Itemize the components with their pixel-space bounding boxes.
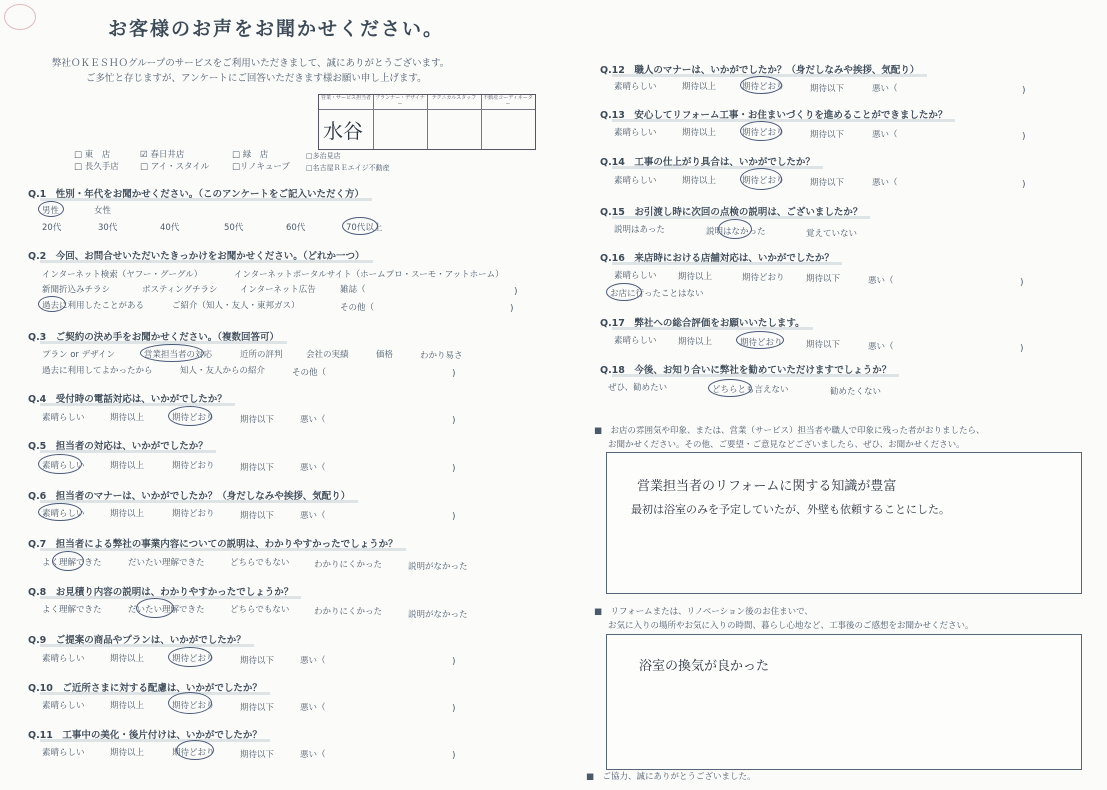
q5-opt-above[interactable]: 期待以上	[110, 461, 145, 471]
q6-opt-above[interactable]: 期待以上	[110, 509, 145, 519]
q1-age-30s[interactable]: 30代	[98, 223, 118, 233]
q2-other-close: )	[510, 304, 514, 314]
q17-opt-bad[interactable]: 悪い（	[868, 342, 894, 352]
q16-opt-above[interactable]: 期待以上	[678, 272, 713, 282]
q11-opt-above[interactable]: 期待以上	[110, 748, 145, 758]
q17-opt-expected[interactable]: 期待どおり	[740, 338, 783, 348]
q2-opt-posting[interactable]: ポスティングチラシ	[142, 285, 218, 295]
q3-opt-friend-referral[interactable]: 知人・友人からの紹介	[180, 366, 266, 376]
q16-heading: Q.16 来店時における店舗対応は、いかがでしたか？	[600, 250, 834, 264]
q4-opt-below[interactable]: 期待以下	[240, 415, 275, 425]
q3-other-close: )	[452, 369, 456, 379]
q14-close: )	[1022, 180, 1026, 190]
q3-opt-price[interactable]: 価格	[376, 350, 394, 360]
staff-header-technical: テクニカルスタッフ	[431, 95, 477, 101]
q8-heading: Q.8 お見積り内容の説明は、わかりやすかったでしょうか？	[28, 584, 293, 598]
q5-opt-bad[interactable]: 悪い（	[300, 463, 326, 473]
q13-heading: Q.13 安心してリフォーム工事・お住まいづくりを進めることができましたか？	[600, 107, 947, 121]
q11-heading: Q.11 工事中の美化・後片付けは、いかがでしたか？	[28, 727, 262, 741]
q15-opt-explained[interactable]: 説明はあった	[614, 225, 665, 235]
q9-opt-above[interactable]: 期待以上	[110, 654, 145, 664]
q14-opt-expected[interactable]: 期待どおり	[742, 176, 785, 186]
staff-header-sales: 営業・サービス担当者	[320, 95, 371, 101]
q3-opt-clarity[interactable]: わかり易さ	[420, 351, 463, 361]
comment2-prompt-line1: ■ リフォームまたは、リノベーション後のお住まいで、	[594, 607, 813, 617]
q6-heading: Q.6 担当者のマナーは、いかがでしたか？（身だしなみや挨拶、気配り）	[28, 488, 350, 502]
q5-heading: Q.5 担当者の対応は、いかがでしたか？	[28, 438, 208, 452]
q8-opt-understood-well[interactable]: よく理解できた	[42, 605, 102, 615]
q9-close: )	[452, 657, 456, 667]
q5-close: )	[452, 464, 456, 474]
comment1-prompt-line1: ■ お店の雰囲気や印象、または、営業（サービス）担当者や職人で印象に残った者がおりましたら、	[594, 426, 985, 436]
q14-opt-below[interactable]: 期待以下	[810, 178, 845, 188]
q14-opt-above[interactable]: 期待以上	[682, 176, 717, 186]
store-i-style[interactable]: □ アイ・スタイル	[140, 162, 210, 172]
q2-opt-referral[interactable]: ご紹介（知人・友人・東邦ガス）	[172, 301, 300, 311]
comment1-prompt-line2: お聞かせください。その他、ご要望・ご意見などございましたら、ぜひ、お聞かせください。	[608, 440, 965, 450]
q11-opt-bad[interactable]: 悪い（	[300, 750, 326, 760]
store-midori[interactable]: □ 緑 店	[232, 150, 269, 160]
q13-close: )	[1022, 132, 1026, 142]
q13-opt-bad[interactable]: 悪い（	[872, 130, 898, 140]
q4-opt-expected[interactable]: 期待どおり	[172, 413, 215, 423]
q9-opt-excellent[interactable]: 素晴らしい	[42, 654, 85, 664]
q10-opt-below[interactable]: 期待以下	[240, 703, 275, 713]
q8-opt-neutral[interactable]: どちらでもない	[230, 605, 290, 615]
q12-opt-below[interactable]: 期待以下	[810, 84, 845, 94]
q16-close: )	[1020, 278, 1024, 288]
q11-opt-below[interactable]: 期待以下	[240, 750, 275, 760]
q18-opt-not-recommend[interactable]: 勧めたくない	[830, 387, 882, 397]
q16-opt-below[interactable]: 期待以下	[806, 274, 841, 284]
q9-opt-expected[interactable]: 期待どおり	[172, 654, 215, 664]
q13-opt-above[interactable]: 期待以上	[682, 128, 717, 138]
q9-opt-bad[interactable]: 悪い（	[300, 656, 326, 666]
q10-opt-bad[interactable]: 悪い（	[300, 703, 326, 713]
q5-opt-excellent[interactable]: 素晴らしい	[42, 461, 85, 471]
q10-close: )	[452, 704, 456, 714]
q3-opt-reputation[interactable]: 近所の評判	[240, 350, 283, 360]
q15-opt-not-explained[interactable]: 説明はなかった	[706, 227, 766, 237]
q18-heading: Q.18 今後、お知り合いに弊社を勧めていただけますでしょうか？	[600, 362, 891, 376]
q1-heading: Q.1 性別・年代をお聞かせください。（このアンケートをご記入いただく方）	[28, 186, 364, 200]
comment1-answer-line2: 最初は浴室のみを予定していたが、外壁も依頼することにした。	[631, 503, 950, 516]
q11-opt-expected[interactable]: 期待どおり	[172, 748, 215, 758]
q1-age-70s-plus[interactable]: 70代以上	[346, 223, 383, 233]
q7-opt-understood-well[interactable]: よく理解できた	[42, 558, 102, 568]
comment2-box[interactable]	[606, 634, 1082, 770]
q5-opt-expected[interactable]: 期待どおり	[172, 461, 215, 471]
q17-opt-excellent[interactable]: 素晴らしい	[614, 336, 657, 346]
q13-opt-expected[interactable]: 期待どおり	[742, 128, 785, 138]
q2-opt-magazine[interactable]: 雑誌（	[340, 285, 366, 295]
q16-opt-expected[interactable]: 期待どおり	[742, 273, 785, 283]
q10-heading: Q.10 ご近所さまに対する配慮は、いかがでしたか？	[28, 680, 262, 694]
staff-header-realestate: 不動産コーディネーター	[483, 95, 533, 107]
q4-opt-excellent[interactable]: 素晴らしい	[42, 413, 85, 423]
q7-opt-mostly[interactable]: だいたい理解できた	[128, 558, 205, 568]
q4-heading: Q.4 受付時の電話対応は、いかがでしたか？	[28, 391, 227, 405]
q4-opt-above[interactable]: 期待以上	[110, 413, 145, 423]
footer-thanks: ■ ご協力、誠にありがとうございました。	[586, 772, 756, 782]
q2-opt-internet-search[interactable]: インターネット検索（ヤフー・グーグル）	[42, 270, 203, 280]
q17-opt-below[interactable]: 期待以下	[806, 340, 841, 350]
sales-person-name: 水谷	[323, 119, 363, 143]
q12-opt-above[interactable]: 期待以上	[682, 82, 717, 92]
q14-opt-excellent[interactable]: 素晴らしい	[614, 176, 657, 186]
q11-close: )	[452, 751, 456, 761]
q7-opt-neutral[interactable]: どちらでもない	[230, 558, 290, 568]
q16-opt-never-visited[interactable]: お店に行ったことはない	[610, 289, 704, 299]
store-nagakute[interactable]: □ 長久手店	[74, 162, 119, 172]
q1-male[interactable]: 男性	[42, 206, 60, 216]
q10-opt-expected[interactable]: 期待どおり	[172, 701, 215, 711]
q14-opt-bad[interactable]: 悪い（	[872, 178, 898, 188]
q9-opt-below[interactable]: 期待以下	[240, 656, 275, 666]
comment1-answer-line1: 営業担当者のリフォームに関する知識が豊富	[637, 479, 897, 494]
q11-opt-excellent[interactable]: 素晴らしい	[42, 748, 85, 758]
page-title: お客様のお声をお聞かせください。	[108, 18, 445, 40]
q12-heading: Q.12 職人のマナーは、いかがでしたか？（身だしなみや挨拶、気配り）	[600, 62, 919, 76]
intro-line-2: ご多忙と存じますが、アンケートにご回答いただきます様お願い申し上げます。	[86, 73, 427, 84]
staff-col-divider	[427, 95, 428, 149]
q12-opt-excellent[interactable]: 素晴らしい	[614, 82, 657, 92]
q6-opt-bad[interactable]: 悪い（	[300, 511, 326, 521]
q8-opt-mostly[interactable]: だいたい理解できた	[128, 605, 205, 615]
comment1-box[interactable]	[606, 452, 1082, 594]
q1-female[interactable]: 女性	[94, 206, 112, 216]
q1-age-60s[interactable]: 60代	[286, 223, 306, 233]
q5-opt-below[interactable]: 期待以下	[240, 463, 275, 473]
q2-opt-past-use[interactable]: 過去に利用したことがある	[42, 301, 145, 311]
q6-close: )	[452, 512, 456, 522]
q6-opt-below[interactable]: 期待以下	[240, 511, 275, 521]
q6-opt-excellent[interactable]: 素晴らしい	[42, 509, 85, 519]
q7-heading: Q.7 担当者による弊社の事業内容についての説明は、わかりやすかったでしょうか？	[28, 536, 398, 550]
comment2-prompt-line2: お気に入りの場所やお気に入りの時間、暮らし心地など、工事後のご感想をお聞かせください。	[608, 621, 974, 631]
q3-opt-plan-design[interactable]: プラン or デザイン	[42, 350, 116, 360]
q8-opt-none[interactable]: 説明がなかった	[408, 610, 468, 620]
q2-opt-internet-ad[interactable]: インターネット広告	[240, 285, 316, 295]
store-higashi[interactable]: □ 東 店	[74, 150, 111, 160]
intro-line-1: 弊社ＯＫＥＳＨＯグループのサービスをご利用いただきまして、誠にありがとうございます。	[52, 58, 450, 69]
q1-age-20s[interactable]: 20代	[42, 223, 62, 233]
q17-close: )	[1020, 344, 1024, 354]
store-nagoya-re-age[interactable]: □名古屋ＲＥエイジ不動産	[306, 164, 390, 172]
q1-age-40s[interactable]: 40代	[160, 223, 180, 233]
q13-opt-below[interactable]: 期待以下	[810, 130, 845, 140]
q4-close: )	[452, 416, 456, 426]
q17-heading: Q.17 弊社への総合評価をお願いいたします。	[600, 315, 805, 329]
q1-age-50s[interactable]: 50代	[224, 223, 244, 233]
q4-opt-bad[interactable]: 悪い（	[300, 415, 326, 425]
comment2-answer: 浴室の換気が良かった	[639, 659, 770, 674]
q13-opt-excellent[interactable]: 素晴らしい	[614, 128, 657, 138]
q7-opt-none[interactable]: 説明がなかった	[408, 562, 468, 572]
q2-heading: Q.2 今回、お問合せいただいたきっかけをお聞かせください。（どれか一つ）	[28, 248, 365, 262]
q3-opt-sales-response[interactable]: 営業担当者の対応	[144, 350, 213, 360]
q16-opt-bad[interactable]: 悪い（	[868, 276, 894, 286]
q3-opt-other[interactable]: その他（	[292, 368, 327, 378]
q2-opt-other[interactable]: その他（	[340, 303, 375, 313]
staff-table	[318, 94, 536, 150]
q3-heading: Q.3 ご契約の決め手をお聞かせください。（複数回答可）	[28, 329, 279, 343]
q15-heading: Q.15 お引渡し時に次回の点検の説明は、ございましたか？	[600, 204, 862, 218]
q18-opt-neutral[interactable]: どちらとも言えない	[712, 385, 789, 395]
q15-opt-dont-remember[interactable]: 覚えていない	[806, 229, 858, 239]
q16-opt-excellent[interactable]: 素晴らしい	[614, 271, 657, 281]
q2-magazine-close: )	[514, 287, 518, 297]
q10-opt-above[interactable]: 期待以上	[110, 701, 145, 711]
q8-opt-unclear[interactable]: わかりにくかった	[314, 607, 383, 617]
q10-opt-excellent[interactable]: 素晴らしい	[42, 701, 85, 711]
q7-opt-unclear[interactable]: わかりにくかった	[314, 560, 383, 570]
q12-close: )	[1022, 86, 1026, 96]
q2-opt-portal[interactable]: インターネットポータルサイト（ホームプロ・スーモ・アットホーム）	[234, 270, 504, 280]
store-renocube[interactable]: □リノキューブ	[232, 162, 290, 172]
q2-opt-newspaper[interactable]: 新聞折込みチラシ	[42, 285, 111, 295]
q12-opt-bad[interactable]: 悪い（	[872, 84, 898, 94]
q12-opt-expected[interactable]: 期待どおり	[742, 82, 785, 92]
staff-header-planner: プランナー・デザイナー	[375, 95, 425, 107]
store-kasugai[interactable]: ☑ 春日井店	[140, 150, 185, 160]
q6-opt-expected[interactable]: 期待どおり	[172, 509, 215, 519]
q18-opt-recommend[interactable]: ぜひ、勧めたい	[608, 383, 668, 393]
stamp-mark	[4, 4, 36, 30]
store-tajimi[interactable]: □多治見店	[306, 152, 341, 160]
q3-opt-track-record[interactable]: 会社の実績	[306, 350, 349, 360]
q3-opt-past-good[interactable]: 過去に利用してよかったから	[42, 366, 153, 376]
q17-opt-above[interactable]: 期待以上	[678, 337, 713, 347]
q14-heading: Q.14 工事の仕上がり具合は、いかがでしたか？	[600, 154, 815, 168]
q9-heading: Q.9 ご提案の商品やプランは、いかがでしたか？	[28, 632, 246, 646]
